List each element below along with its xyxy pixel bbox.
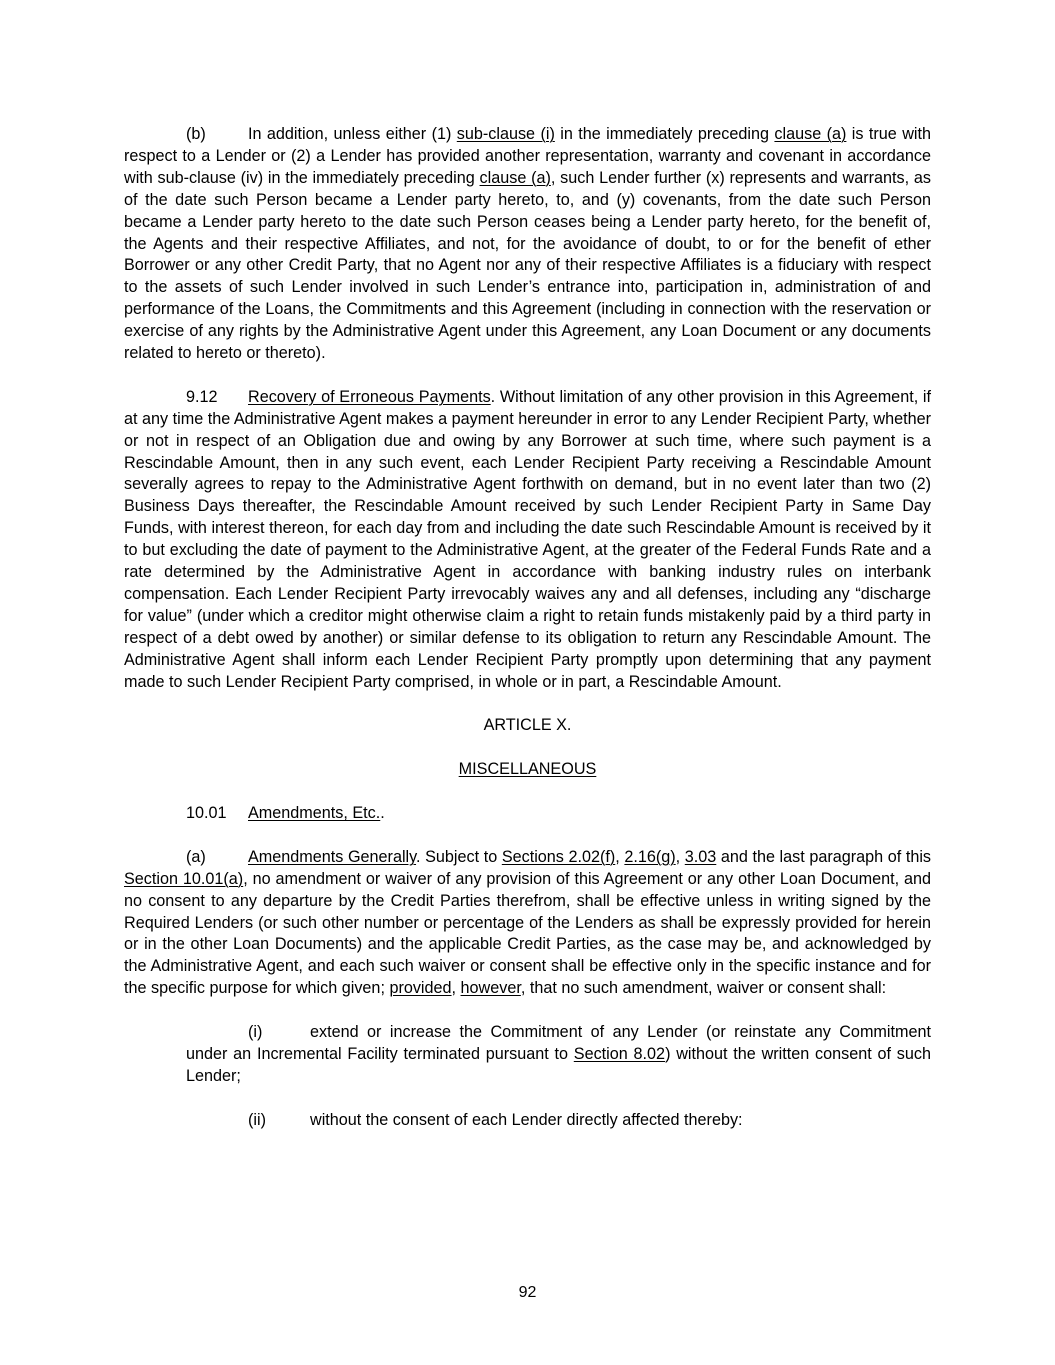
paragraph-label: (a) xyxy=(186,847,206,866)
cross-reference: Section 10.01(a) xyxy=(124,869,244,888)
cross-reference: Sections 2.02(f) xyxy=(501,847,616,866)
article-title: MISCELLANEOUS xyxy=(458,760,597,779)
section-title: Amendments, Etc. xyxy=(248,804,381,823)
item-i: (i) extend or increase the Commitment of any Lender (or reinstate any Commitment under an Incremental Facility terminated pursuant to Section 8.02) without the written consent of such Lender; xyxy=(186,1023,931,1085)
paragraph-a: (a) Amendments Generally. Subject to Sections 2.02(f), 2.16(g), 3.03 and the last paragraph of this Section 10.01(a), no amendment or waiver of any provision of this Agreement or any other Loan Document, and no consent to any departure by the Credit Parties therefrom, shall be effective unless in writing signed by the Required Lenders (or such other number or percentage of the Lenders as shall be expressly provided for herein or in the other Loan Documents) and the applicable Credit Parties, as the case may be, and acknowledged by the Administrative Agent, and each such waiver or consent shall be effective only in the specific instance and for the specific purpose for which given; provided, however, that no such amendment, waiver or consent shall: xyxy=(124,847,932,998)
cross-reference: 3.03 xyxy=(684,847,717,866)
section-title: Recovery of Erroneous Payments xyxy=(248,387,491,406)
cross-reference: clause (a) xyxy=(774,125,847,143)
cross-reference: Section 8.02 xyxy=(573,1044,666,1063)
proviso-term: provided xyxy=(389,979,452,998)
section-number: 9.12 xyxy=(186,387,218,406)
section-number: 10.01 xyxy=(186,804,227,823)
item-label: (ii) xyxy=(248,1110,266,1129)
page-number: 92 xyxy=(518,1284,537,1301)
document-body xyxy=(124,124,931,1132)
cross-reference: sub-clause (i) xyxy=(456,125,555,143)
section-10-01: 10.01 Amendments, Etc.. xyxy=(124,803,931,825)
item-ii: (ii) without the consent of each Lender directly affected thereby: xyxy=(248,1110,931,1132)
section-9-12: 9.12 Recovery of Erroneous Payments. Without limitation of any other provision in this Agreement, if at any time the Administrative Agent makes a payment hereunder in error to any Lender Recipient Party, whether or not in respect of an Obligation due and owing by any Borrower at such time, where such payment is a Rescindable Amount, then in any such event, each Lender Recipient Party receiving a Rescindable Amount severally agrees to repay to the Administrative Agent forthwith on demand, but in no event later than two (2) Business Days thereafter, the Rescindable Amount received by such Lender Recipient Party in Same Day Funds, with interest thereon, for each day from and including the date such Rescindable Amount is received by it to but excluding the date of payment to the Administrative Agent, at the greater of the Federal Funds Rate and a rate determined by the Administrative Agent in accordance with banking industry rules on interbank compensation. Each Lender Recipient Party irrevocably waives any and all defenses, including any “discharge for value” (under which a creditor might otherwise claim a right to retain funds mistakenly paid by a third party in respect of a debt owed by another) or similar defense to its obligation to return any Rescindable Amount. The Administrative Agent shall inform each Lender Recipient Party promptly upon determining that any payment made to such Lender Recipient Party comprised, in whole or in part, a Rescindable Amount. xyxy=(124,387,931,691)
paragraph-label: (b) xyxy=(186,125,206,143)
paragraph-b: (b) In addition, unless either (1) sub-clause (i) in the immediately preceding clause (a) is true with respect to a Lender or (2) a Lender has provided another representation, warranty and covenant in accordance with sub-clause (iv) in the immediately preceding clause (a), such Lender further (x) represents and warrants, as of the date such Person became a Lender party hereto, to, and (y) covenants, from the date such Person became a Lender party hereto to the date such Person ceases being a Lender party hereto, for the benefit of, the Agents and their respective Affiliates, and not, for the avoidance of doubt, to or for the benefit of ether Borrower or any other Credit Party, that no Agent nor any of their respective Affiliates is a fiduciary with respect to the assets of such Lender involved in such Lender’s entrance into, participation in, administration of and performance of the Loans, the Commitments and this Agreement (including in connection with the reservation or exercise of any rights by the Administrative Agent under this Agreement, any Loan Document or any documents related to hereto or thereto). xyxy=(124,125,931,363)
cross-reference: clause (a) xyxy=(479,168,551,187)
proviso-term: however xyxy=(460,979,521,998)
paragraph-title: Amendments Generally xyxy=(248,847,417,866)
article-heading: ARTICLE X. xyxy=(483,716,572,735)
item-label: (i) xyxy=(248,1023,263,1042)
cross-reference: 2.16(g) xyxy=(624,847,676,866)
